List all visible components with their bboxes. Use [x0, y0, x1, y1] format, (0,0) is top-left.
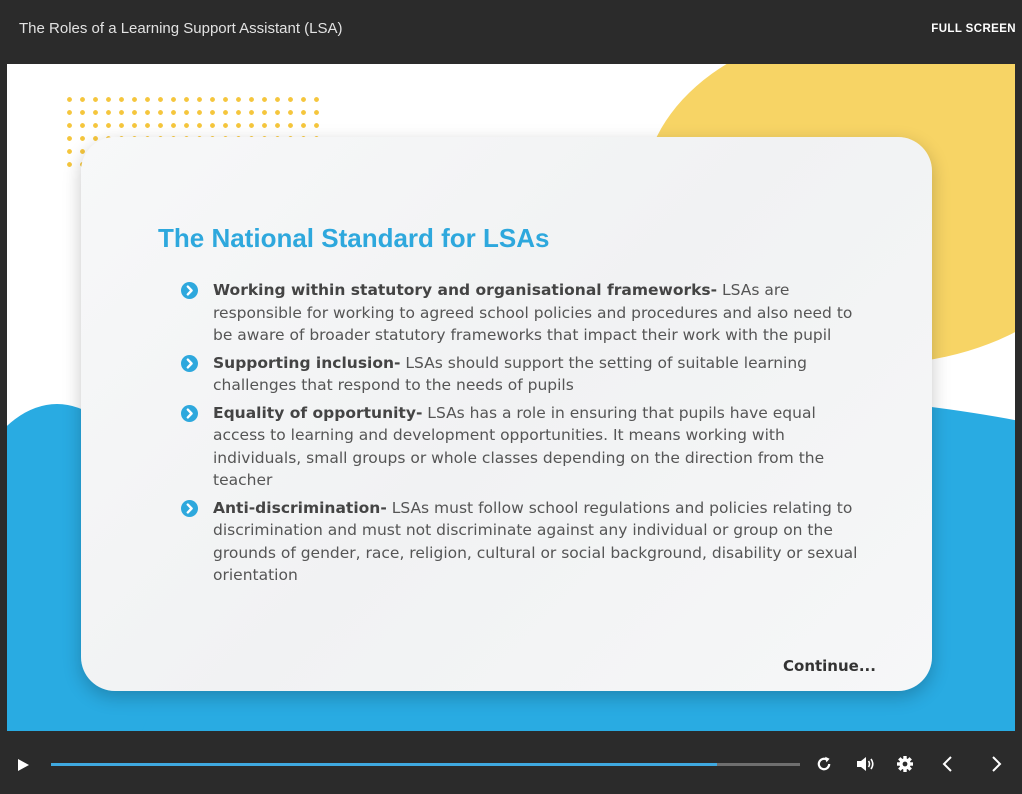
progress-bar-fill: [51, 763, 717, 766]
replay-icon[interactable]: [815, 755, 833, 777]
bullet-text: LSAs are responsible for working to agreed school policies and procedures and also need to be aware of broader statutory frameworks that impact their work with the pupil: [213, 281, 853, 344]
settings-icon[interactable]: [896, 755, 914, 777]
content-card: [81, 137, 932, 691]
chevron-circle-right-icon: [181, 282, 198, 299]
progress-bar[interactable]: [51, 763, 800, 766]
continue-button[interactable]: Continue...: [783, 657, 876, 675]
fullscreen-button[interactable]: FULL SCREEN: [931, 23, 1016, 35]
list-item: [181, 497, 871, 587]
player-controls: [0, 731, 1022, 794]
bullet-title: Anti-discrimination-: [213, 498, 387, 517]
list-item: [181, 352, 871, 397]
bullet-text: LSAs should support the setting of suitable learning challenges that respond to the needs of pupils: [213, 353, 807, 394]
chevron-circle-right-icon: [181, 355, 198, 372]
slide-canvas: [7, 64, 1015, 731]
top-bar: [0, 0, 1022, 64]
list-item: [181, 402, 871, 492]
bullet-text: LSAs has a role in ensuring that pupils have equal access to learning and development opportunities. It means working with individuals, small groups or whole classes depending on the direction from the teacher: [213, 403, 825, 489]
bullet-title: Supporting inclusion-: [213, 353, 401, 372]
bullet-title: Equality of opportunity-: [213, 403, 423, 422]
standards-list: [181, 279, 871, 592]
slide-heading: The National Standard for LSAs: [158, 223, 550, 253]
next-icon[interactable]: [989, 755, 1003, 777]
volume-icon[interactable]: [856, 755, 876, 777]
bullet-text: LSAs must follow school regulations and policies relating to discrimination and must not discriminate against any individual or group on the grounds of gender, race, religion, cultural or social background, disability or sexual orientation: [213, 498, 858, 584]
course-title: The Roles of a Learning Support Assistant (LSA): [19, 20, 343, 37]
chevron-circle-right-icon: [181, 405, 198, 422]
bullet-title: Working within statutory and organisational frameworks-: [213, 281, 718, 299]
chevron-circle-right-icon: [181, 500, 198, 517]
list-item: [181, 279, 871, 347]
play-icon[interactable]: [16, 757, 30, 776]
previous-icon[interactable]: [941, 755, 955, 777]
